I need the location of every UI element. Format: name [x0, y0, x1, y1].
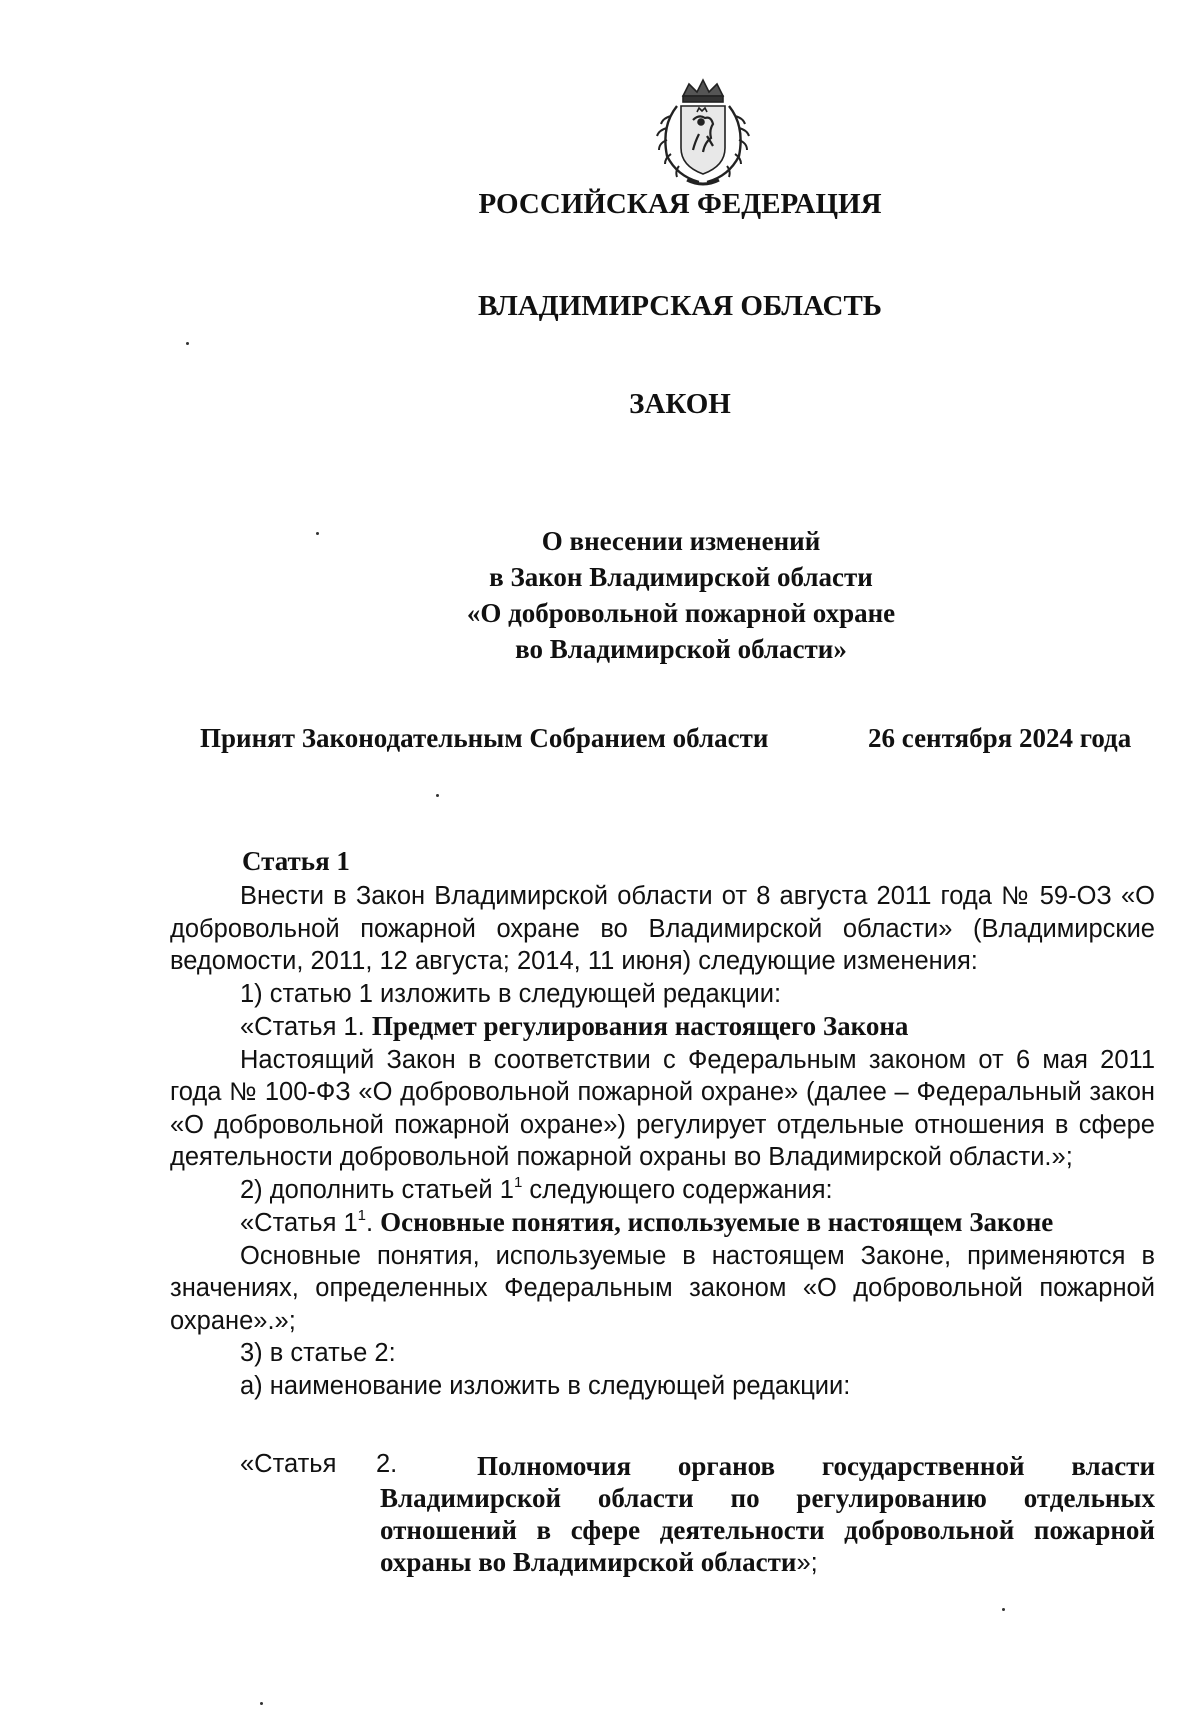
vladimir-oblast-coat-of-arms-icon	[647, 76, 759, 190]
paragraph	[170, 1174, 1155, 1207]
paragraph: Основные понятия, используемые в настоящем Законе, применяются в значениях, определенных Федеральным законом «О добровольной пожарной охране».»;	[170, 1241, 1155, 1335]
superscript: 1	[513, 1173, 523, 1191]
region-heading: ВЛАДИМИРСКАЯ ОБЛАСТЬ	[478, 290, 882, 322]
scan-speck	[436, 794, 439, 797]
article-number: 2.	[376, 1450, 398, 1478]
law-title-line: О внесении изменений	[541, 526, 821, 556]
paragraph-prefix: 2) дополнить статьей 1	[240, 1175, 514, 1204]
article-2-title-end: »;	[796, 1549, 818, 1577]
article-heading: Статья 1	[242, 846, 350, 876]
article-label: «Статья	[240, 1450, 337, 1478]
paragraph: Настоящий Закон в соответствии с Федеральным законом от 6 мая 2011 года № 100-ФЗ «О добровольной пожарной охране» (далее – Федеральный закон «О добровольной пожарной охране») регулирует отдельные отношения в сфере деятельности добровольной пожарной охраны во Владимирской области.»;	[170, 1045, 1155, 1171]
article-body	[170, 880, 1155, 1402]
paragraph-prefix: «Статья 1	[240, 1209, 358, 1237]
paragraph	[170, 1206, 1155, 1240]
paragraph: 3) в статье 2:	[240, 1339, 396, 1367]
paragraph	[170, 1010, 1155, 1044]
article-subtitle: Предмет регулирования настоящего Закона	[371, 1011, 909, 1041]
paragraph-dot: .	[366, 1209, 381, 1237]
paragraph: а) наименование изложить в следующей редакции:	[240, 1371, 851, 1400]
country-heading: РОССИЙСКАЯ ФЕДЕРАЦИЯ	[478, 188, 882, 220]
article-2-title	[380, 1450, 1155, 1579]
law-title-line: во Владимирской области»	[515, 634, 847, 664]
paragraph-suffix: следующего содержания:	[522, 1175, 833, 1204]
scan-speck	[186, 342, 189, 345]
superscript: 1	[357, 1207, 366, 1224]
article-subtitle: Основные понятия, используемые в настоящем Законе	[380, 1207, 1054, 1237]
adoption-date: 26 сентября 2024 года	[868, 723, 1132, 753]
paragraph-prefix: «Статья 1.	[240, 1013, 372, 1041]
paragraph: Внести в Закон Владимирской области от 8 августа 2011 года № 59-ОЗ «О добровольной пожарной охране во Владимирской области» (Владимирские ведомости, 2011, 12 августа; 2014, 11 июня) следующие изменения:	[170, 882, 1155, 975]
law-title-line: в Закон Владимирской области	[489, 562, 873, 592]
law-title	[0, 523, 1200, 667]
scan-speck	[316, 532, 319, 535]
scan-speck	[260, 1702, 263, 1705]
adopted-by-text: Принят Законодательным Собранием области	[200, 723, 769, 753]
law-title-line: «О добровольной пожарной охране	[466, 598, 896, 628]
paragraph: 1) статью 1 изложить в следующей редакции:	[240, 979, 782, 1008]
scan-speck	[1002, 1608, 1005, 1611]
article-2-title-text: Полномочия органов государственной власти Владимирской области по регулированию отдельных отношений в сфере деятельности добровольной пожарной охраны во Владимирской области	[380, 1451, 1155, 1577]
document-type-heading: ЗАКОН	[629, 388, 731, 420]
